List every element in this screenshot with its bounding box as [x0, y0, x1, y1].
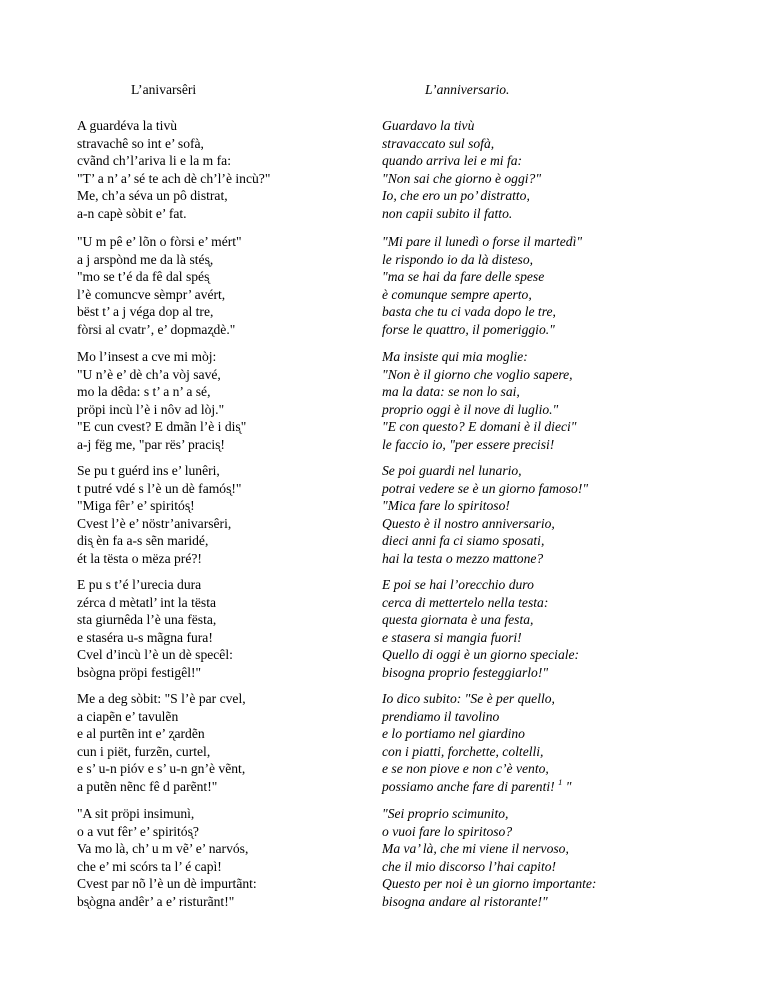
italian-verse-line: Questo per noi è un giorno importante: — [382, 876, 597, 892]
italian-verse-line: Io dico subito: "Se è per quello, — [382, 691, 555, 706]
dialect-verse-line: sta giurnêda l’è una fësta, — [77, 612, 217, 628]
dialect-verse-line: a putẽn nẽnc fê d parẽnt!" — [77, 778, 218, 794]
italian-verse-line: Questo è il nostro anniversario, — [382, 515, 555, 531]
dialect-verse-line: "E cun cvest? E dmãn l’è i dis̨" — [77, 419, 247, 435]
dialect-verse-line: E pu s t’é l’urecia dura — [77, 577, 202, 592]
dialect-verse-line: "U n’è e’ dè ch’a vòj savé, — [77, 366, 221, 382]
italian-verse-line: che il mio discorso l’hai capito! — [382, 858, 557, 874]
dialect-verse-line: Cvest par nõ l’è un dè impurtãnt: — [77, 876, 257, 892]
italian-verse-line: "Sei proprio scimunito, — [382, 806, 509, 821]
dialect-verse-line: A guardéva la tivù — [77, 118, 178, 133]
italian-verse-line: "ma se hai da fare delle spese — [382, 269, 545, 285]
dialect-verse-line: e al purtẽn int e’ z̨ardẽn — [77, 726, 205, 742]
dialect-verse-line: "Miga fêr’ e’ spiritós̨! — [77, 498, 195, 514]
italian-verse-line: Guardavo la tivù — [382, 118, 475, 133]
italian-verse-line: le rispondo io da là disteso, — [382, 251, 534, 267]
dialect-verse-line: "A sit pröpi insimunì, — [77, 806, 195, 821]
dialect-stanza — [77, 117, 270, 223]
dialect-verse-line: l’è comuncve sèmpr’ avért, — [77, 286, 226, 302]
dialect-verse-line: bsògna pröpi festigêl!" — [77, 664, 202, 680]
italian-stanza — [382, 117, 541, 223]
italian-verse-line: possiamo anche fare di parenti! $^1$ " — [382, 776, 572, 794]
italian-stanza — [382, 348, 577, 454]
dialect-verse-line: e s’ u-n pióv e s’ u-n gn’è vẽnt, — [77, 761, 246, 777]
dialect-title: L’anivarsêri — [131, 82, 197, 97]
italian-verse-line: con i piatti, forchette, coltelli, — [382, 743, 544, 759]
dialect-verse-line: o a vut fêr’ e’ spiritós̨? — [77, 823, 199, 839]
dialect-verse-line: Cvest l’è e’ nöstr’anivarsêri, — [77, 515, 232, 531]
italian-verse-line: ma la data: se non lo sai, — [382, 384, 520, 400]
dialect-verse-line: Me a deg sòbit: "S l’è par cvel, — [77, 691, 246, 706]
italian-verse-line: non capii subito il fatto. — [382, 205, 513, 221]
dialect-verse-line: Mo l’insest a cve mi mòj: — [77, 349, 217, 364]
dialect-verse-line: a ciapẽn e’ tavulẽn — [77, 708, 179, 724]
italian-stanza — [382, 805, 596, 911]
italian-verse-line: questa giornata è una festa, — [382, 612, 534, 628]
italian-stanza — [382, 462, 588, 568]
italian-verse-line: e lo portiamo nel giardino — [382, 726, 525, 742]
dialect-verse-line: fòrsi al cvatr’, e’ dopmaz̨dè." — [77, 321, 236, 337]
italian-verse-line: bisogna proprio festeggiarlo!" — [382, 664, 549, 680]
italian-verse-line: è comunque sempre aperto, — [382, 286, 532, 302]
dialect-verse-line: ét la tësta o mëza pré?! — [77, 550, 202, 566]
dialect-stanza — [77, 576, 233, 682]
italian-verse-line: stravaccato sul sofà, — [382, 135, 495, 151]
italian-verse-line: "E con questo? E domani è il dieci" — [382, 419, 577, 435]
italian-verse-line: Ma va’ là, che mi viene il nervoso, — [382, 841, 569, 857]
dialect-verse-line: a-j fëg me, "par rës’ pracis̨! — [77, 436, 225, 452]
dialect-stanza — [77, 348, 246, 454]
dialect-verse-line: cun i piët, furzẽn, curtel, — [77, 743, 211, 759]
italian-verse-line: forse le quattro, il pomeriggio." — [382, 321, 555, 337]
italian-verse-line: proprio oggi è il nove di luglio." — [382, 401, 559, 417]
italian-verse-line: quando arriva lei e mi fa: — [382, 153, 523, 169]
footnote-tail: " — [562, 778, 572, 794]
dialect-verse-line: "T’ a n’ a’ sé te ach dè ch’l’è incù?" — [77, 170, 271, 186]
dialect-verse-line: mo la dêda: s t’ a n’ a sé, — [77, 384, 211, 400]
dialect-verse-line: zérca d mètatl’ int la tësta — [77, 594, 217, 610]
italian-verse-line: dieci anni fa ci siamo sposati, — [382, 533, 545, 549]
dialect-stanza — [77, 462, 241, 568]
italian-verse-line: "Mi pare il lunedì o forse il martedì" — [382, 234, 583, 249]
italian-verse-line: basta che tu ci vada dopo le tre, — [382, 304, 556, 320]
italian-verse-line: prendiamo il tavolino — [382, 708, 500, 724]
dialect-verse-line: "mo se t’é da fê dal spés̨ — [77, 269, 210, 285]
dialect-verse-line: Se pu t guérd ins e’ lunêri, — [77, 463, 220, 478]
italian-stanza — [382, 690, 571, 796]
dialect-verse-line: pröpi incù l’è i nôv ad lòj." — [77, 401, 225, 417]
dialect-verse-line: che e’ mi scórs ta l’ é capì! — [77, 858, 222, 874]
italian-verse-line: "Non è il giorno che voglio sapere, — [382, 366, 573, 382]
dialect-stanza — [77, 690, 246, 796]
italian-verse-line: o vuoi fare lo spiritoso? — [382, 823, 513, 839]
italian-verse-line: e stasera si mangia fuori! — [382, 629, 522, 645]
dialect-verse-line: a j arspònd me da là stés̨, — [77, 251, 214, 267]
dialect-verse-line: t putré vdé s l’è un dè famós̨!" — [77, 480, 242, 496]
dialect-verse-line: bs̨ògna andêr’ a e’ risturãnt!" — [77, 893, 235, 909]
dialect-verse-line: dis̨ èn fa a-s sẽn maridé, — [77, 533, 209, 549]
dialect-stanza — [77, 233, 242, 339]
italian-stanza — [382, 576, 579, 682]
dialect-verse-line: a-n capè sòbit e’ fat. — [77, 205, 187, 221]
dialect-verse-line: Cvel d’incù l’è un dè specêl: — [77, 647, 233, 663]
italian-verse-line: potrai vedere se è un giorno famoso!" — [382, 480, 589, 496]
italian-verse-line: Se poi guardi nel lunario, — [382, 463, 522, 478]
italian-verse-line: cerca di mettertelo nella testa: — [382, 594, 549, 610]
italian-verse-line: hai la testa o mezzo mattone? — [382, 550, 544, 566]
italian-stanza — [382, 233, 582, 339]
dialect-verse-line: stravachê so int e’ sofà, — [77, 135, 204, 151]
italian-verse-line: Ma insiste qui mia moglie: — [382, 349, 528, 364]
dialect-verse-line: Me, ch’a séva un pô distrat, — [77, 188, 228, 204]
dialect-verse-line: "U m pê e’ lõn o fòrsi e’ mért" — [77, 234, 242, 249]
italian-verse-line: Io, che ero un po’ distratto, — [382, 188, 530, 204]
italian-verse-line: "Non sai che giorno è oggi?" — [382, 170, 542, 186]
italian-title: L’anniversario. — [425, 82, 510, 97]
dialect-verse-line: Va mo là, ch’ u m vẽ’ e’ narvós, — [77, 841, 249, 857]
dialect-verse-line: bëst t’ a j véga dop al tre, — [77, 304, 214, 320]
italian-verse-line: le faccio io, "per essere precisi! — [382, 436, 555, 452]
italian-verse-line: Quello di oggi è un giorno speciale: — [382, 647, 580, 663]
dialect-verse-line: e staséra u-s mãgna fura! — [77, 629, 213, 645]
italian-verse-line: bisogna andare al ristorante!" — [382, 893, 548, 909]
italian-verse-line: E poi se hai l’orecchio duro — [382, 577, 534, 592]
footnote-marker: 1 — [558, 776, 563, 787]
italian-verse-line: e se non piove e non c’è vento, — [382, 761, 549, 777]
italian-verse-line: "Mica fare lo spiritoso! — [382, 498, 510, 514]
dialect-stanza — [77, 805, 257, 911]
dialect-verse-line: cvãnd ch’l’ariva li e la m fa: — [77, 153, 231, 169]
